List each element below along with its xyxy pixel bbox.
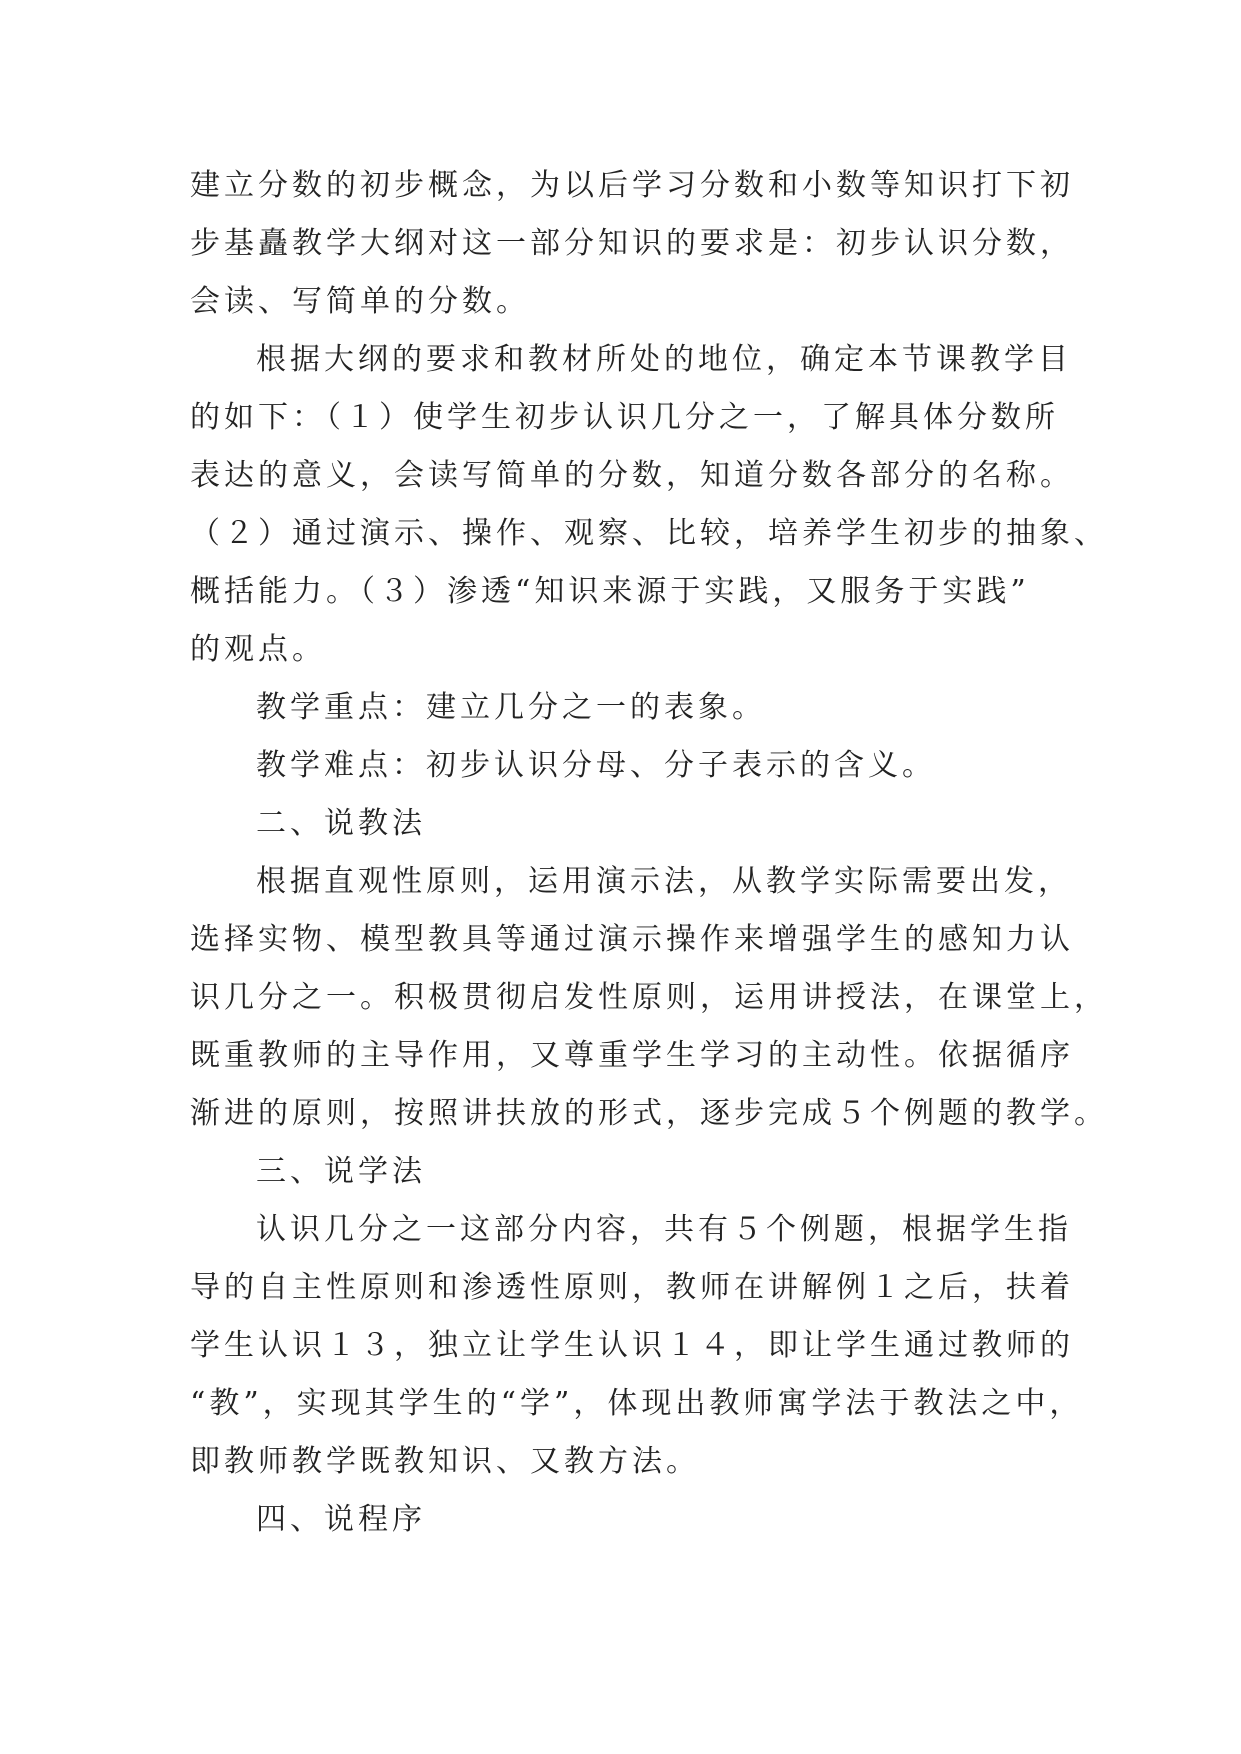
- text-line-13: 根据直观性原则，运用演示法，从教学实际需要出发，: [256, 864, 1072, 899]
- text-line-1: 建立分数的初步概念，为以后学习分数和小数等知识打下初: [190, 168, 1074, 203]
- section-heading-learning-method: 三、说学法: [256, 1154, 426, 1189]
- text-line-21: 学生认识１３，独立让学生认识１４，即让学生通过教师的: [190, 1328, 1074, 1363]
- text-line-7: （２）通过演示、操作、观察、比较，培养学生初步的抽象、: [190, 516, 1108, 551]
- text-line-4: 根据大纲的要求和教材所处的地位，确定本节课教学目: [256, 342, 1072, 377]
- text-line-17: 渐进的原则，按照讲扶放的形式，逐步完成５个例题的教学。: [190, 1096, 1108, 1131]
- text-line-23: 即教师教学既教知识、又教方法。: [190, 1444, 700, 1479]
- difficulty-line: 教学难点：初步认识分母、分子表示的含义。: [256, 748, 936, 783]
- text-line-16: 既重教师的主导作用，又尊重学生学习的主动性。依据循序: [190, 1038, 1074, 1073]
- section-heading-teaching-method: 二、说教法: [256, 806, 426, 841]
- text-line-19: 认识几分之一这部分内容，共有５个例题，根据学生指: [256, 1212, 1072, 1247]
- text-line-8: 概括能力。（３）渗透“知识来源于实践，又服务于实践”: [190, 574, 1030, 609]
- text-line-6: 表达的意义，会读写简单的分数，知道分数各部分的名称。: [190, 458, 1074, 493]
- key-point-line: 教学重点：建立几分之一的表象。: [256, 690, 766, 725]
- text-line-9: 的观点。: [190, 632, 326, 667]
- text-line-14: 选择实物、模型教具等通过演示操作来增强学生的感知力认: [190, 922, 1074, 957]
- text-line-15: 识几分之一。积极贯彻启发性原则，运用讲授法，在课堂上，: [190, 980, 1108, 1015]
- text-line-5: 的如下：（１）使学生初步认识几分之一，了解具体分数所: [190, 400, 1059, 435]
- section-heading-procedure: 四、说程序: [256, 1502, 426, 1537]
- text-line-20: 导的自主性原则和渗透性原则，教师在讲解例１之后，扶着: [190, 1270, 1074, 1305]
- text-line-22: “教”，实现其学生的“学”，体现出教师寓学法于教法之中，: [190, 1386, 1084, 1421]
- text-line-3: 会读、写简单的分数。: [190, 284, 530, 319]
- text-line-2: 步基矗教学大纲对这一部分知识的要求是：初步认识分数，: [190, 226, 1074, 261]
